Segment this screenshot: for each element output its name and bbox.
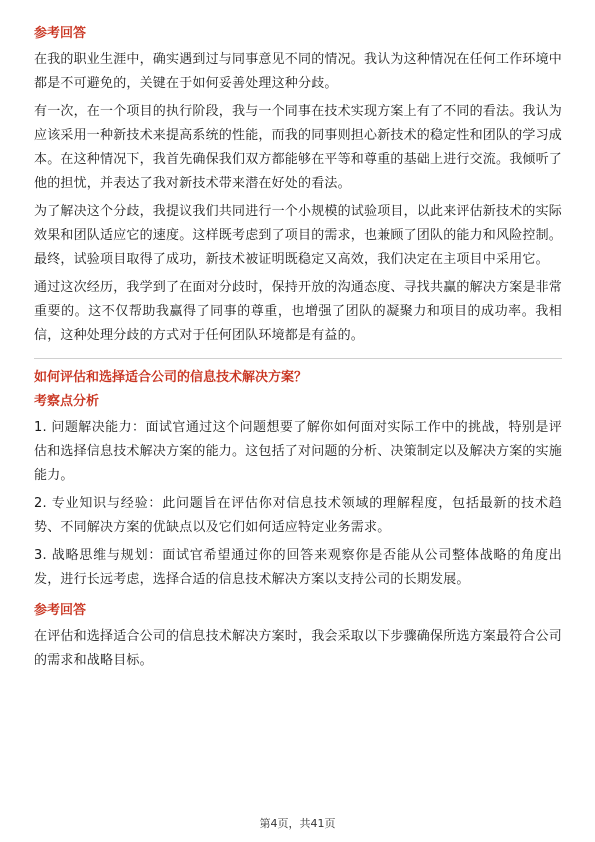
reference-answer-heading: 参考回答 [34,26,87,41]
answer-paragraph: 为了解决这个分歧，我提议我们共同进行一个小规模的试验项目，以此来评估新技术的实际效果和团队适应它的速度。这样既考虑到了项目的需求，也兼顾了团队的能力和风险控制。最终，试验项目取得了成功，新技术被证明既稳定又高效，我们决定在主项目中采用它。 [34,204,563,267]
answer-paragraph: 有一次，在一个项目的执行阶段，我与一个同事在技术实现方案上有了不同的看法。我认为应该采用一种新技术来提高系统的性能，而我的同事则担心新技术的稳定性和团队的学习成本。在这种情况下，我首先确保我们双方都能够在平等和尊重的基础上进行交流。我倾听了他的担忧，并表达了我对新技术带来潜在好处的看法。 [34,104,563,191]
answer-paragraph: 在我的职业生涯中，确实遇到过与同事意见不同的情况。我认为这种情况在任何工作环境中都是不可避免的，关键在于如何妥善处理这种分歧。 [34,52,563,91]
question-title: 如何评估和选择适合公司的信息技术解决方案？ [34,370,308,385]
analysis-heading: 考察点分析 [34,394,100,409]
reference-answer-heading-2: 参考回答 [34,603,87,618]
analysis-item: 1. 问题解决能力：面试官通过这个问题想要了解你如何面对实际工作中的挑战，特别是评估和选择信息技术解决方案的能力。这包括了对问题的分析、决策制定以及解决方案的实施能力。 [34,420,563,483]
page-content [34,25,562,677]
section-divider [34,358,562,359]
answer-paragraph: 在评估和选择适合公司的信息技术解决方案时，我会采取以下步骤确保所选方案最符合公司的需求和战略目标。 [34,629,563,668]
page-number-footer: 第4页，共41页 [259,817,336,830]
analysis-item: 2. 专业知识与经验：此问题旨在评估你对信息技术领域的理解程度，包括最新的技术趋势、不同解决方案的优缺点以及它们如何适应特定业务需求。 [34,496,562,535]
analysis-item: 3. 战略思维与规划：面试官希望通过你的回答来观察你是否能从公司整体战略的角度出发，进行长远考虑，选择合适的信息技术解决方案以支持公司的长期发展。 [34,548,562,587]
answer-paragraph: 通过这次经历，我学到了在面对分歧时，保持开放的沟通态度、寻找共赢的解决方案是非常重要的。这不仅帮助我赢得了同事的尊重，也增强了团队的凝聚力和项目的成功率。我相信，这种处理分歧的方式对于任何团队环境都是有益的。 [34,280,563,343]
